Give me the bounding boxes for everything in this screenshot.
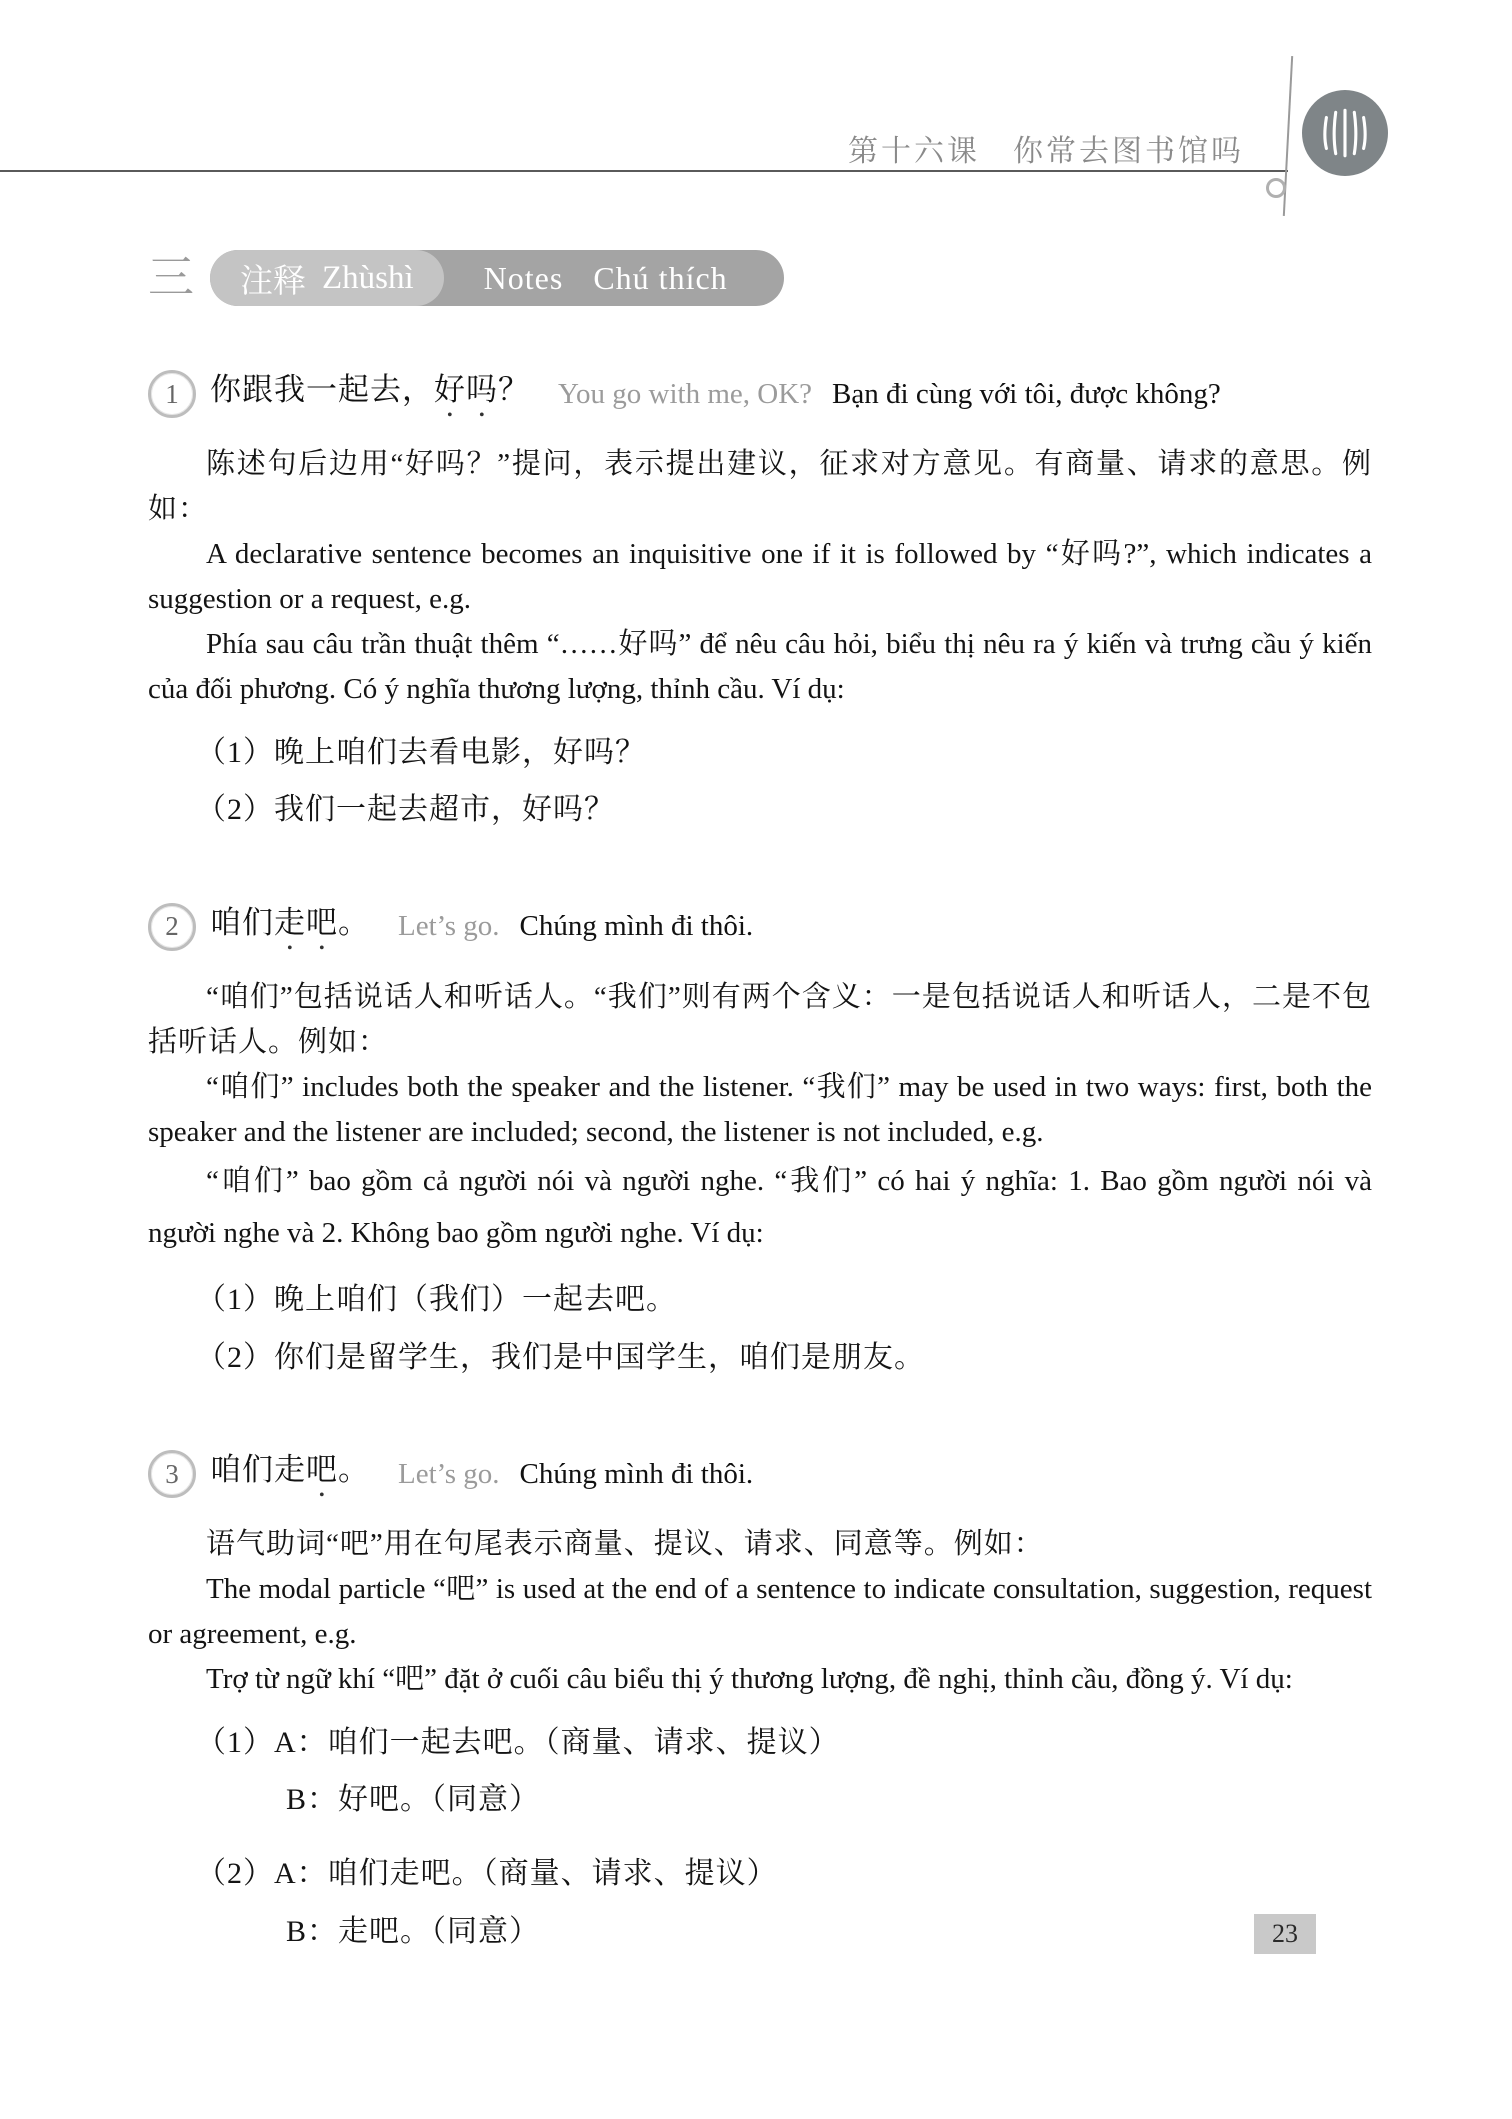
- note-1-explanation-zh: 陈述句后边用“好吗？”提问，表示提出建议，征求对方意见。有商量、请求的意思。例如：: [148, 448, 1372, 525]
- section-label-pinyin: Zhùshì: [322, 259, 414, 296]
- note-2-title: [148, 897, 1372, 957]
- note-3-title-en: Let’s go.: [398, 1457, 500, 1490]
- note-1-number: 1: [165, 378, 179, 409]
- example-sentence: （2）你们是留学生，我们是中国学生，咱们是朋友。: [196, 1340, 925, 1374]
- note-3-title-zh: 咱们走吧。: [210, 1452, 370, 1488]
- note-3-explanation-vi: Trợ từ ngữ khí “吧” đặt ở cuối câu biểu thị ý thương lượng, đề nghị, thỉnh cầu, đồng ý. Ví dụ:: [206, 1662, 1293, 1695]
- example-sentence: （1）晚上咱们（我们）一起去吧。: [196, 1282, 677, 1316]
- page-number: 23: [1254, 1914, 1316, 1954]
- note-1-explanation-vi: Phía sau câu trần thuật thêm “……好吗” để nêu câu hỏi, biểu thị nêu ra ý kiến và trưng cầu ý kiến của đối phương. Có ý nghĩa thương lượng, thỉnh cầu. Ví dụ:: [148, 627, 1372, 705]
- dialogue-line-a: （1）A：咱们一起去吧。（商量、请求、提议）: [196, 1725, 840, 1759]
- section-badge: [210, 250, 784, 306]
- note-2-examples: [148, 1271, 1372, 1386]
- publisher-logo-icon: [1302, 90, 1388, 176]
- note-3-number: 3: [165, 1458, 179, 1489]
- section-header: [148, 250, 1372, 306]
- note-1-number-circle: [148, 370, 196, 418]
- section-label-vi: Chú thích: [593, 259, 728, 296]
- note-2-title-en: Let’s go.: [398, 910, 500, 943]
- note-3-explanation-en: The modal particle “吧” is used at the end of a sentence to indicate consultation, suggestion, request or agreement, e.g.: [148, 1573, 1372, 1650]
- note-2-explanation-zh: “咱们”包括说话人和听话人。“我们”则有两个含义：一是包括说话人和听话人，二是不包括听话人。例如：: [148, 980, 1372, 1058]
- header-ring-ornament: [1266, 178, 1286, 198]
- note-1-title-vi: Bạn đi cùng với tôi, được không?: [832, 377, 1221, 410]
- note-1-explanation-en: A declarative sentence becomes an inquisitive one if it is followed by “好吗?”, which indicates a suggestion or a request, e.g.: [148, 537, 1372, 615]
- note-2-title-vi: Chúng mình đi thôi.: [519, 910, 754, 943]
- note-3-number-circle: [148, 1450, 196, 1498]
- note-1-title-zh: 你跟我一起去，好吗？: [210, 372, 530, 407]
- note-2-number-circle: [148, 903, 196, 951]
- note-2: [148, 897, 1372, 1386]
- note-3: [148, 1444, 1372, 1960]
- dialogue-1: [148, 1714, 1372, 1829]
- dialogue-line-b: B：好吧。（同意）: [286, 1783, 541, 1817]
- note-3-dialogues: [148, 1714, 1372, 1960]
- note-1-examples: [148, 724, 1372, 839]
- note-2-explanation-en: “咱们” includes both the speaker and the listener. “我们” may be used in two ways: first, both the speaker and the listener are included; second, the listener is not included, e.g.: [148, 1070, 1372, 1148]
- note-3-title: [148, 1444, 1372, 1504]
- section-number: 三: [148, 252, 194, 303]
- note-1-title-en: You go with me, OK?: [558, 377, 813, 410]
- note-3-explanation-zh: 语气助词“吧”用在句尾表示商量、提议、请求、同意等。例如：: [206, 1528, 1044, 1561]
- note-2-number: 2: [165, 911, 179, 942]
- note-1: [148, 364, 1372, 839]
- note-3-title-vi: Chúng mình đi thôi.: [519, 1457, 754, 1490]
- dialogue-line-b: B：走吧。（同意）: [286, 1914, 541, 1948]
- lesson-title: 第十六课 你常去图书馆吗: [848, 135, 1244, 168]
- section-label-en: Notes: [483, 259, 564, 296]
- page-content: [148, 250, 1372, 1976]
- section-badge-zh-pill: [210, 250, 444, 306]
- dialogue-line-a: （2）A：咱们走吧。（商量、请求、提议）: [196, 1857, 778, 1891]
- header-rule: [0, 170, 1288, 172]
- note-1-title: [148, 364, 1372, 424]
- example-sentence: （2）我们一起去超市，好吗？: [196, 793, 615, 827]
- section-badge-translations: [484, 260, 728, 297]
- dialogue-2: [148, 1845, 1372, 1960]
- example-sentence: （1）晚上咱们去看电影，好吗？: [196, 735, 646, 769]
- note-2-title-zh: 咱们走吧。: [210, 904, 370, 940]
- section-label-zh: 注释: [240, 263, 306, 300]
- note-2-explanation-vi: “咱们” bao gồm cả người nói và người nghe. “我们” có hai ý nghĩa: 1. Bao gồm người nói và người nghe và 2. Không bao gồm người nghe. Ví dụ:: [148, 1164, 1372, 1249]
